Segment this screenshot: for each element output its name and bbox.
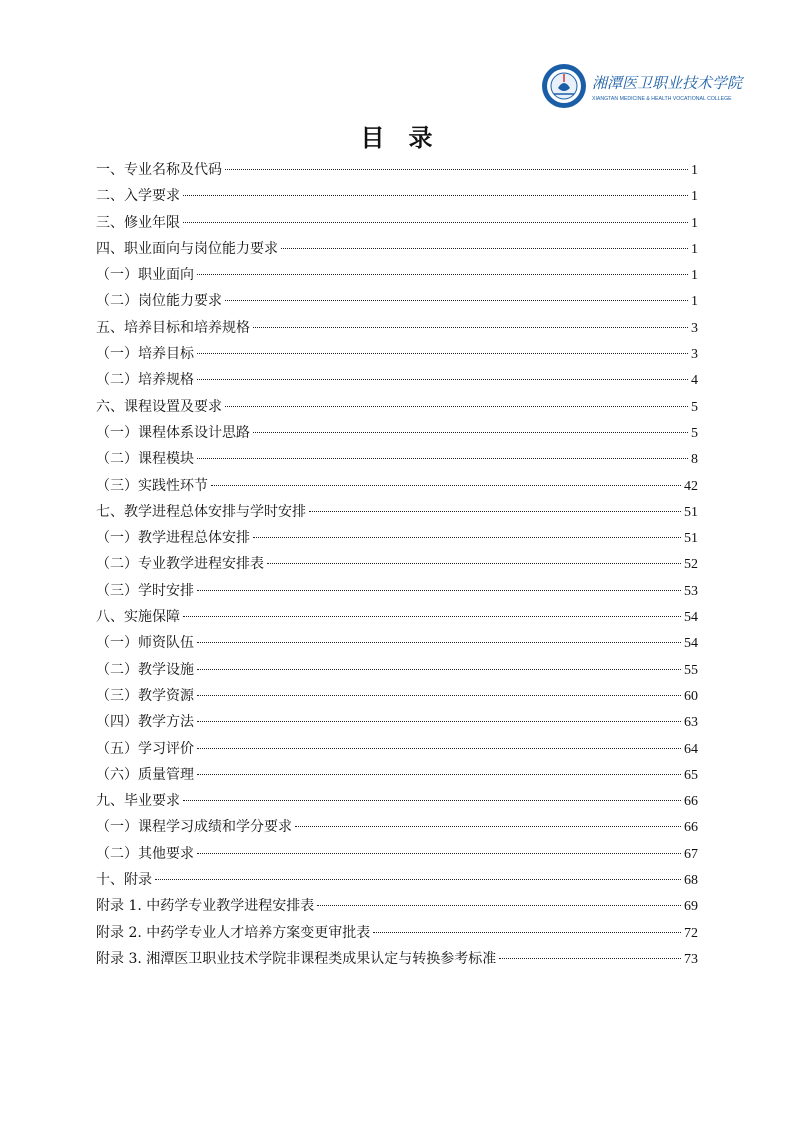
toc-entry-label: （二）培养规格 [96,372,194,389]
toc-dot-leader [197,353,688,354]
toc-entry-page-number: 5 [691,425,698,441]
toc-entry-label: （三）教学资源 [96,687,194,704]
toc-entry[interactable] [96,920,698,946]
toc-entry-label: （六）质量管理 [96,766,194,783]
toc-dot-leader [183,195,688,196]
toc-entry-label: （二）课程模块 [96,451,194,468]
toc-dot-leader [197,721,681,722]
toc-entry[interactable] [96,499,698,525]
toc-entry-label: 附录 1. 中药学专业教学进程安排表 [96,898,315,915]
toc-entry-page-number: 4 [691,373,698,389]
toc-entry[interactable] [96,867,698,893]
toc-dot-leader [155,879,681,880]
toc-dot-leader [309,511,681,512]
toc-entry-page-number: 63 [684,715,698,731]
toc-dot-leader [197,458,688,459]
toc-dot-leader [197,274,688,275]
toc-entry[interactable] [96,736,698,762]
toc-entry-label: 八、实施保障 [96,609,180,626]
toc-entry-page-number: 69 [684,899,698,915]
toc-entry[interactable] [96,604,698,630]
toc-entry[interactable] [96,236,698,262]
toc-entry[interactable] [96,762,698,788]
toc-entry[interactable] [96,446,698,472]
toc-entry[interactable] [96,183,698,209]
toc-entry-label: （一）培养目标 [96,346,194,363]
toc-dot-leader [197,642,681,643]
toc-entry-label: 六、课程设置及要求 [96,398,222,415]
toc-entry-label: （四）教学方法 [96,714,194,731]
toc-entry[interactable] [96,367,698,393]
toc-entry-page-number: 72 [684,925,698,941]
toc-entry[interactable] [96,893,698,919]
toc-entry-page-number: 1 [691,215,698,231]
toc-dot-leader [317,905,681,906]
toc-dot-leader [183,222,688,223]
toc-entry[interactable] [96,841,698,867]
college-emblem-icon [540,62,743,110]
toc-dot-leader [197,695,681,696]
toc-entry-page-number: 64 [684,741,698,757]
toc-entry[interactable] [96,683,698,709]
toc-entry-page-number: 53 [684,583,698,599]
toc-entry-page-number: 67 [684,846,698,862]
toc-entry-label: 附录 2. 中药学专业人才培养方案变更审批表 [96,924,371,941]
toc-entry-page-number: 68 [684,873,698,889]
toc-entry-label: 十、附录 [96,872,152,889]
toc-entry-label: （一）职业面向 [96,267,194,284]
toc-dot-leader [253,537,681,538]
toc-dot-leader [225,406,688,407]
toc-dot-leader [197,774,681,775]
toc-dot-leader [183,800,681,801]
toc-entry-page-number: 65 [684,767,698,783]
toc-entry[interactable] [96,551,698,577]
toc-entry-page-number: 3 [691,320,698,336]
toc-entry-page-number: 54 [684,636,698,652]
toc-dot-leader [197,379,688,380]
toc-entry-page-number: 51 [684,531,698,547]
toc-entry-label: 附录 3. 湘潭医卫职业技术学院非课程类成果认定与转换参考标准 [96,950,497,967]
toc-entry[interactable] [96,657,698,683]
toc-entry[interactable] [96,420,698,446]
toc-entry[interactable] [96,578,698,604]
toc-entry-label: （三）学时安排 [96,582,194,599]
toc-dot-leader [267,563,681,564]
toc-dot-leader [253,432,688,433]
toc-entry[interactable] [96,157,698,183]
toc-entry-page-number: 1 [691,163,698,178]
toc-entry[interactable] [96,814,698,840]
toc-entry-page-number: 5 [691,399,698,415]
toc-entry-page-number: 1 [691,294,698,310]
toc-entry-label: （二）岗位能力要求 [96,293,222,310]
toc-entry-label: （三）实践性环节 [96,477,208,494]
toc-dot-leader [253,327,688,328]
toc-entry-page-number: 54 [684,610,698,626]
toc-entry[interactable] [96,262,698,288]
toc-dot-leader [281,248,688,249]
toc-dot-leader [197,590,681,591]
toc-entry-label: （一）课程学习成绩和学分要求 [96,819,292,836]
toc-entry-label: （一）教学进程总体安排 [96,530,250,547]
toc-dot-leader [225,300,688,301]
toc-entry-page-number: 60 [684,688,698,704]
toc-entry[interactable] [96,394,698,420]
toc-entry[interactable] [96,946,698,972]
toc-entry-label: （一）师资队伍 [96,635,194,652]
toc-entry-page-number: 73 [684,951,698,967]
toc-entry-page-number: 1 [691,268,698,284]
toc-entry[interactable] [96,288,698,314]
toc-entry[interactable] [96,709,698,735]
toc-entry-page-number: 3 [691,347,698,363]
toc-entry-label: 二、入学要求 [96,188,180,205]
toc-entry-label: 四、职业面向与岗位能力要求 [96,240,278,257]
toc-entry[interactable] [96,525,698,551]
toc-dot-leader [197,669,681,670]
toc-entry-label: （二）教学设施 [96,661,194,678]
toc-entry-label: 一、专业名称及代码 [96,162,222,178]
toc-entry-page-number: 1 [691,241,698,257]
toc-entry[interactable] [96,630,698,656]
toc-entry-label: 三、修业年限 [96,214,180,231]
college-logo [540,62,743,110]
toc-entry-page-number: 8 [691,452,698,468]
toc-dot-leader [295,826,681,827]
toc-entry-page-number: 1 [691,189,698,205]
logo-name-en: XIANGTAN MEDICINE & HEALTH VOCATIONAL COLLEGE [592,96,732,102]
toc-entry-label: （五）学习评价 [96,740,194,757]
toc-dot-leader [373,932,681,933]
toc-entry-label: 九、毕业要求 [96,793,180,810]
toc-entry-label: （一）课程体系设计思路 [96,424,250,441]
toc-dot-leader [211,485,681,486]
table-of-contents [96,157,698,972]
toc-entry-page-number: 42 [684,478,698,494]
toc-entry-label: 五、培养目标和培养规格 [96,319,250,336]
toc-dot-leader [499,958,681,959]
toc-entry[interactable] [96,473,698,499]
toc-entry-page-number: 66 [684,820,698,836]
toc-entry[interactable] [96,788,698,814]
toc-dot-leader [197,853,681,854]
logo-name-cn: 湘潭医卫职业技术学院 [592,74,743,92]
toc-dot-leader [225,169,688,170]
toc-dot-leader [197,748,681,749]
toc-entry-page-number: 66 [684,794,698,810]
toc-entry[interactable] [96,315,698,341]
toc-entry-label: （二）其他要求 [96,845,194,862]
toc-entry-page-number: 55 [684,662,698,678]
toc-entry[interactable] [96,210,698,236]
page-title: 目录 [360,124,457,152]
toc-entry[interactable] [96,341,698,367]
toc-entry-page-number: 52 [684,557,698,573]
toc-entry-page-number: 51 [684,504,698,520]
toc-entry-label: 七、教学进程总体安排与学时安排 [96,503,306,520]
toc-entry-label: （二）专业教学进程安排表 [96,556,264,573]
toc-dot-leader [183,616,681,617]
